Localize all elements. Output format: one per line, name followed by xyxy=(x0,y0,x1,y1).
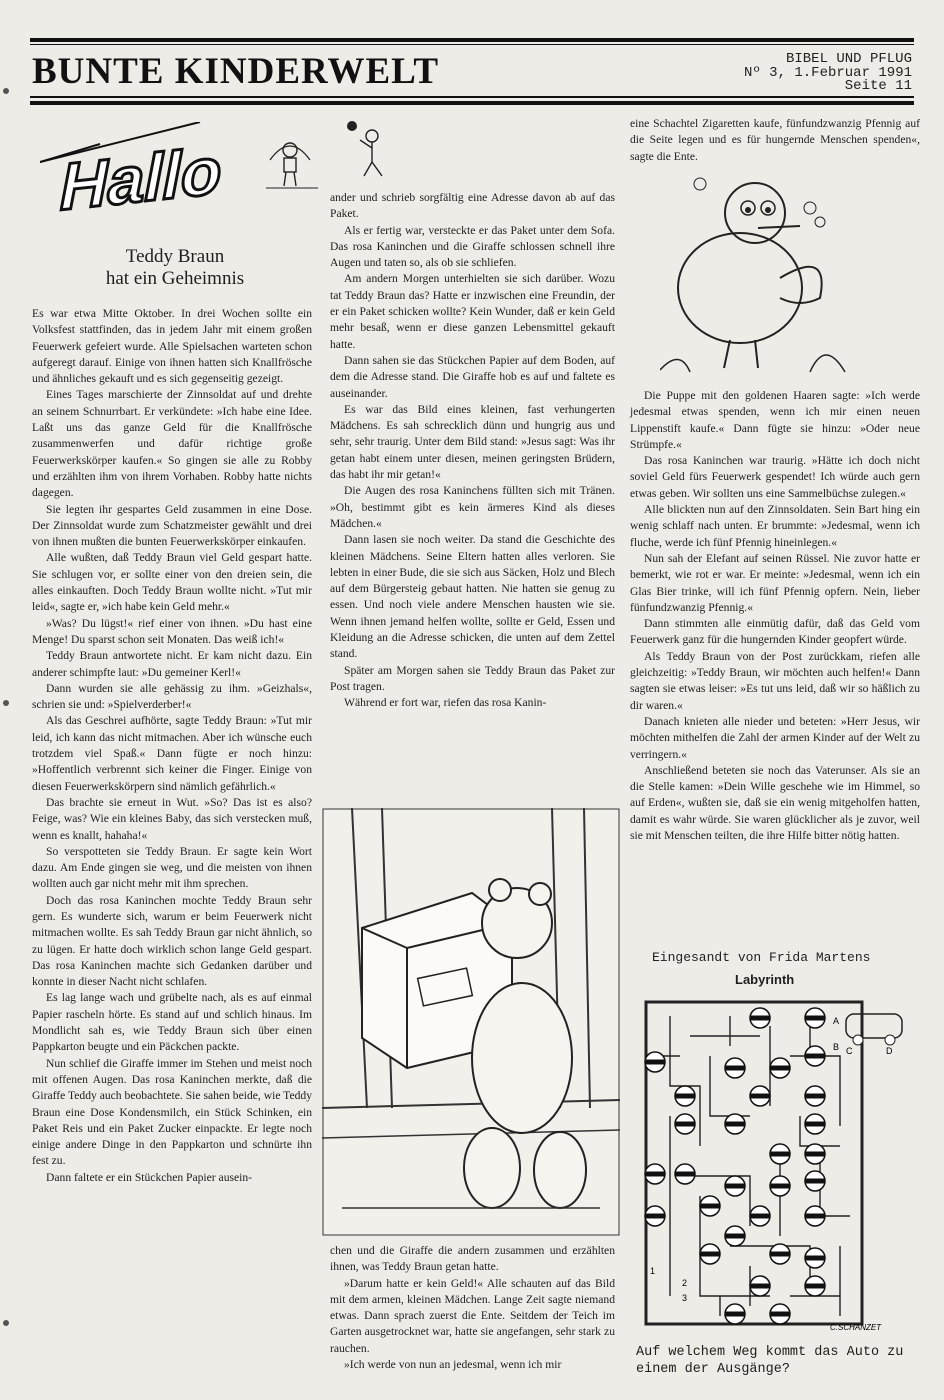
maze-barrier-bar xyxy=(770,1252,790,1257)
paragraph: Die Augen des rosa Kaninchens füllten sich mit Tränen. »Oh, bestimmt gibt es kein ärmeres Kind als dieses Mädchen.« xyxy=(330,484,615,530)
hallo-logo xyxy=(40,122,240,232)
maze-barrier-bar xyxy=(750,1214,770,1219)
story-column-3 xyxy=(630,116,920,165)
binding-hole xyxy=(3,88,9,94)
masthead-title: BUNTE KINDERWELT xyxy=(32,51,440,92)
hallo-logo-text: Hallo xyxy=(60,134,222,225)
maze-car-wheel-icon xyxy=(853,1035,863,1045)
paragraph: Dann stimmten alle einmütig dafür, daß das Geld vom Feuerwerk ganz für die hungernden Kinder geopfert würde. xyxy=(630,617,920,647)
maze-barrier-bar xyxy=(725,1312,745,1317)
submitted-by: Eingesandt von Frida Martens xyxy=(652,950,871,965)
paragraph: Doch das rosa Kaninchen mochte Teddy Braun sehr gern. Es wunderte sich, warum er beim Feuerwerk nicht mitmachen wollte. Es sah Teddy Braun gar nicht ähnlich, so zu lügen. Er hatte doch wirklich schon lange Geld gespart. Das rosa Kaninchen machte sich Gedanken darüber und konnte in dieser Nacht nicht schlafen. xyxy=(32,893,312,989)
maze-barrier-bar xyxy=(750,1094,770,1099)
paragraph: Während er fort war, riefen das rosa Kanin- xyxy=(344,696,547,710)
maze-barrier-bar xyxy=(725,1184,745,1189)
paragraph: Dann lasen sie noch weiter. Da stand die Geschichte des kleinen Mädchens. Seine Eltern hatten alles verloren. Sie lebten in einer Bude, die sie sich aus Säcken, Holz und Blech auf dem Bürgersteig gebaut hatten. Nie hatten sie genug zu essen. Und noch viele andere Menschen hausten wie sie. Wenn ihnen jemand helfen wollte, sollte er Geld, Essen und Kleidung an die Adresse schicken, die unten auf dem Zettel stand. xyxy=(330,533,615,661)
maze-start-label: 1 xyxy=(650,1266,656,1276)
story-title-line2: hat ein Geheimnis xyxy=(105,268,245,289)
maze-barrier-bar xyxy=(805,1094,825,1099)
maze-start-label: 3 xyxy=(682,1293,688,1303)
paragraph: »Ich werde von nun an jedesmal, wenn ich mir xyxy=(344,1358,562,1372)
story-column-1 xyxy=(32,306,312,1186)
maze-barrier-bar xyxy=(675,1094,695,1099)
paragraph: Als er fertig war, versteckte er das Paket unter dem Sofa. Das rosa Kaninchen und die Giraffe schlossen schnell ihre Augen und taten so, als ob sie schliefen. xyxy=(330,223,615,270)
paragraph: Dann faltete er ein Stückchen Papier ausein- xyxy=(46,1170,253,1184)
maze-start-label: 2 xyxy=(682,1278,688,1288)
paragraph: Die Puppe mit den goldenen Haaren sagte: »Ich werde jedesmal etwas spenden, wenn ich mir einen neuen Lippenstift kaufe.« Dann fügte sie hinzu: »Oder neue Strümpfe.« xyxy=(630,389,920,451)
paragraph: Nun schlief die Giraffe immer im Stehen und meist noch mit offenen Augen. Das rosa Kaninchen merkte, daß die Giraffe Teddy auch beobachtete. Sie sahen beide, wie Teddy Braun eine Dose Kondensmilch, ein Stück Schinken, ein Paket Reis und ein Paket Zucker einpackte. Er legte noch einige andere Dinge in den Pappkarton und schnürte ihn fest zu. xyxy=(32,1056,312,1168)
paragraph: Teddy Braun antwortete nicht. Er kam nicht dazu. Ein anderer schimpfte laut: »Du gemeiner Kerl!« xyxy=(32,649,312,679)
maze-exit-label: D xyxy=(886,1046,893,1056)
paragraph: Später am Morgen sahen sie Teddy Braun das Paket zur Post tragen. xyxy=(330,663,615,693)
paragraph: Als das Geschrei aufhörte, sagte Teddy Braun: »Tut mir leid, ich kann das nicht mitmachen. Aber ich wünsche euch trotzdem viel Spaß.« Dann fügte er noch hinzu: »Hoffentlich verbrennt sich keiner die Finger. Einige von diesen Feuerwerkskörpern sind nämlich gefährlich.« xyxy=(32,714,312,793)
paragraph: Alle wußten, daß Teddy Braun viel Geld gespart hatte. Sie schlugen vor, er sollte einer von den dreien sein, die alles einkauften. Doch Teddy Braun wollte nicht. »Tut mir leid«, sagte er, »ich habe kein Geld mehr.« xyxy=(32,551,312,614)
child-doodle xyxy=(262,138,322,194)
maze-barrier-bar xyxy=(805,1284,825,1289)
paragraph: Es war etwa Mitte Oktober. In drei Wochen sollte ein Volksfest stattfinden, das in jedem Jahr mit einem großen Feuerwerk gefeiert wurde. Alle Spielsachen warteten schon aufgeregt darauf. Einige von ihnen hatten sich Knallfrösche und ähnliches gekauft und es sich gegenseitig gezeigt. xyxy=(32,307,312,386)
maze-barrier-bar xyxy=(805,1016,825,1021)
hallo-logo-art xyxy=(40,122,240,232)
paragraph: chen und die Giraffe die andern zusammen und erzählten ihnen, was Teddy Braun getan hatte. xyxy=(330,1244,615,1274)
maze-barrier-bar xyxy=(805,1179,825,1184)
paragraph: So verspotteten sie Teddy Braun. Er sagte kein Wort dazu. Am Ende gingen sie weg, und die meisten von ihnen wollten auch gar nicht mehr mit ihm sprechen. xyxy=(32,844,312,891)
maze-barrier-bar xyxy=(770,1152,790,1157)
ball-child-doodle xyxy=(342,118,394,180)
maze-artist-signature: C.SCHANZET xyxy=(830,1323,882,1332)
story-column-2 xyxy=(330,190,615,712)
paragraph: Am andern Morgen unterhielten sie sich darüber. Wozu tat Teddy Braun das? Hatte er inzwischen eine Freundin, der er ein Paket schicken wollte? Kein Wunder, daß er kein Geld mehr besaß, wenn er diese ganzen Lebensmittel gekauft hatte. xyxy=(330,272,615,351)
paragraph: Danach knieten alle nieder und beteten: »Herr Jesus, wir möchten mithelfen die Zahl der armen Kinder auf der Welt zu verringern.« xyxy=(630,714,920,761)
maze-barrier-bar xyxy=(725,1066,745,1071)
maze-barrier-bar xyxy=(770,1184,790,1189)
labyrinth-maze xyxy=(640,996,920,1338)
maze-title: Labyrinth xyxy=(735,972,795,987)
maze-barrier-bar xyxy=(725,1234,745,1239)
maze-barrier-bar xyxy=(805,1122,825,1127)
paragraph: Es lag lange wach und grübelte nach, als es auf einmal Papier rascheln hörte. Es stand auf und schlich hinaus. Im Mondlicht sah es, wie Teddy Braun sich über einen Pappkarton beugte und ein Päckchen packte. xyxy=(32,991,312,1054)
maze-exit-label: A xyxy=(833,1016,840,1026)
maze-barrier-bar xyxy=(675,1172,695,1177)
issue-number: Nº 3, 1.Februar 1991 xyxy=(743,65,912,81)
paragraph: Dann sahen sie das Stückchen Papier auf dem Boden, auf dem die Adresse stand. Die Giraffe hob es auf und faltete es auseinander. xyxy=(330,353,615,400)
maze-car-icon xyxy=(846,1014,902,1038)
masthead-top-rule-thin xyxy=(30,44,914,45)
maze-exit-label: B xyxy=(833,1042,840,1052)
maze-barrier-bar xyxy=(805,1214,825,1219)
paragraph: Eines Tages marschierte der Zinnsoldat auf und drehte an seinem Schnurrbart. Er verkündete: »Ich habe eine Idee. Laßt uns das ganze Geld für die Knallfrösche zusammenwerfen und dafür richtige große Feuerwerkskörper kaufen.« So gingen sie alle zu Robby und erzählten ihm von ihrem Vorhaben. Robby hatte nichts dagegen. xyxy=(32,388,312,500)
maze-barrier-bar xyxy=(770,1066,790,1071)
story-title-line1: Teddy Braun xyxy=(125,246,225,267)
masthead-bottom-rule-thick xyxy=(30,101,914,105)
binding-hole xyxy=(3,700,9,706)
maze-barrier-bar xyxy=(645,1214,665,1219)
maze-car-wheel-icon xyxy=(885,1035,895,1045)
paragraph: eine Schachtel Zigaretten kaufe, fünfundzwanzig Pfennig auf die Seite legen und es für hungernde Menschen spenden«, sagte die Ente. xyxy=(630,117,920,163)
maze-barrier-bar xyxy=(750,1284,770,1289)
story-title xyxy=(75,246,275,290)
masthead-top-rule xyxy=(30,38,914,42)
maze-barrier-bar xyxy=(675,1122,695,1127)
paragraph: Dann wurden sie alle gehässig zu ihm. »Geizhals«, schrien sie und: »Spielverderber!« xyxy=(32,681,312,712)
maze-barrier-bar xyxy=(805,1054,825,1059)
paragraph: Das rosa Kaninchen war traurig. »Hätte ich doch nicht soviel Geld fürs Feuerwerk gespendet! Ich würde auch gern etwas geben. Wir sollten uns eine Sammelbüchse zulegen.« xyxy=(630,454,920,500)
paragraph: Das brachte sie erneut in Wut. »So? Das ist es also? Feige, was? Wie ein kleines Baby, das sich verstecken muß, wenn es knallt, hahaha!« xyxy=(32,795,312,842)
maze-barrier-bar xyxy=(770,1312,790,1317)
paragraph: ander und schrieb sorgfältig eine Adresse davon ab auf das Paket. xyxy=(330,191,615,221)
maze-barrier-bar xyxy=(805,1152,825,1157)
paragraph: »Darum hatte er kein Geld!« Alle schauten auf das Bild mit dem armen, kleinen Mädchen. Lange Zeit sagte niemand etwas. Dann sprach zuerst die Ente. Seitdem der Teich im Garten ausgetrocknet war, hatte sie angefangen, sehr stark zu rauchen. xyxy=(330,1276,615,1355)
paragraph: Anschließend beteten sie noch das Vaterunser. Als sie an die Stelle kamen: »Dein Wille geschehe wie im Himmel, so auf Erden«, wußten sie, daß sie ein wenig mitgeholfen hatten, damit es wahr würde. Sie waren glücklicher als je zuvor, weil sie mit Menschen teilten, die ihre Hilfe bitter nötig hatten. xyxy=(630,763,920,843)
maze-exit-label: C xyxy=(846,1046,853,1056)
story-column-3-continued xyxy=(630,388,920,844)
maze-barrier-bar xyxy=(750,1016,770,1021)
page-number: Seite 11 xyxy=(844,78,912,94)
paragraph: Nun sah der Elefant auf seinen Rüssel. Nie zuvor hatte er bemerkt, wie rot er war. Er meinte: »Jedesmal, wenn ich ein Glas Bier trinke, will ich fünf Pfennig opfern. Nein, lieber fünfundzwanzig Pfennig.« xyxy=(630,551,920,614)
maze-barrier-bar xyxy=(700,1252,720,1257)
paragraph: Sie legten ihr gespartes Geld zusammen in eine Dose. Der Zinnsoldat wurde zum Schatzmeister gewählt und drei von ihnen mußten die bunten Feuerwerkskörper einkaufen. xyxy=(32,502,312,549)
masthead-bottom-rule xyxy=(30,96,914,98)
smoking-duck-illustration xyxy=(660,168,850,380)
maze-barrier-bar xyxy=(725,1122,745,1127)
binding-hole xyxy=(3,1320,9,1326)
maze-barrier-bar xyxy=(645,1172,665,1177)
maze-barrier-bar xyxy=(700,1204,720,1209)
paragraph: »Was? Du lügst!« rief einer von ihnen. »Du hast eine Menge! Du sparst schon seit Monaten. Das weiß ich!« xyxy=(32,616,312,646)
paragraph: Als Teddy Braun von der Post zurückkam, riefen alle gleichzeitig: »Teddy Braun, wir möchten auch helfen!« Dann sagten sie etwas leiser: »Es tut uns leid, daß wir so häßlich zu dir waren.« xyxy=(630,649,920,712)
publication-name: BIBEL UND PFLUG xyxy=(785,51,912,67)
teddy-bear-illustration xyxy=(322,808,620,1236)
story-column-2-continued xyxy=(330,1243,615,1373)
maze-question: Auf welchem Weg kommt das Auto zu einem der Ausgänge? xyxy=(636,1345,904,1377)
paragraph: Es war das Bild eines kleinen, fast verhungerten Mädchens. Es sah schrecklich dünn und hungrig aus und sehr, sehr traurig. Unter dem Bild stand: »Jesus sagt: Was ihr getan habt einem unter diesen, meinen geringsten Brüdern, das habt ihr mir getan!« xyxy=(330,402,615,482)
maze-barrier-bar xyxy=(645,1060,665,1065)
maze-barrier-bar xyxy=(805,1256,825,1261)
paragraph: Alle blickten nun auf den Zinnsoldaten. Sein Bart hing ein wenig schlaff nach unten. Er brummte: »Jedesmal, wenn ich fluche, werde ich fünf Pfennig hineinlegen.« xyxy=(630,503,920,549)
